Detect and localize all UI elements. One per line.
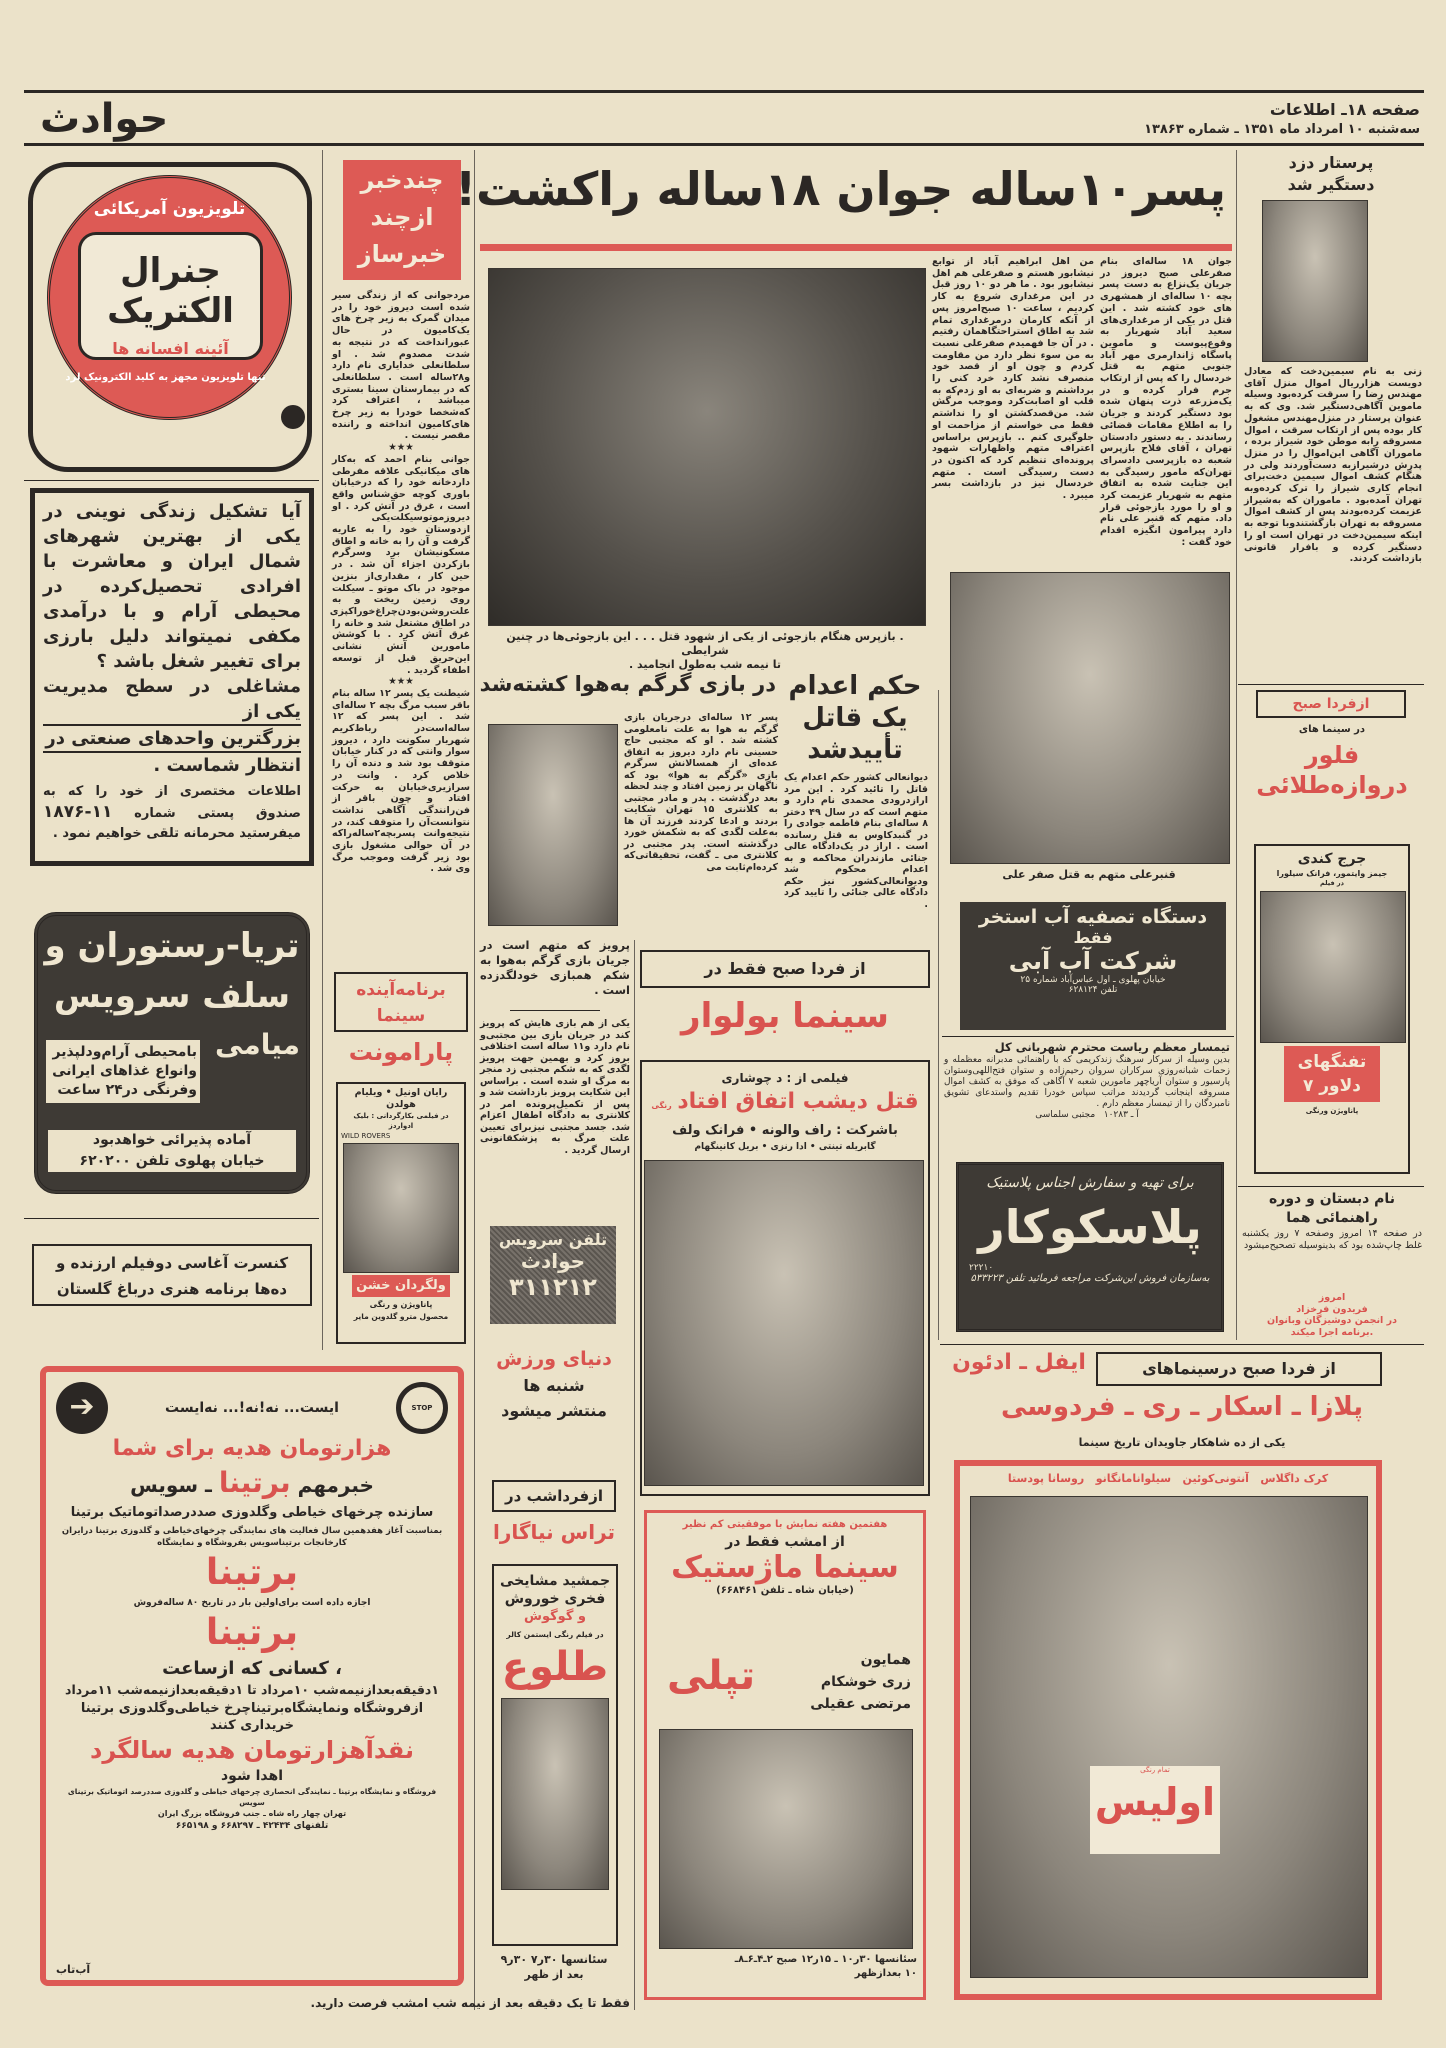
notice-line: در انجمن دوشیزگان وبانوان (1267, 1315, 1397, 1326)
notice-line: برنامه اجرا میکند. (1290, 1326, 1374, 1338)
restaurant-address: خیابان پهلوی تلفن ۶۲۰۲۰۰ (79, 1153, 265, 1169)
job-ad-contact: اطلاعات مختصری از خود را که به صندوق پستی شماره (43, 784, 301, 821)
game-story-title: در بازی گرگم به‌هوا کشته‌شد (479, 672, 776, 696)
victim-photo (488, 724, 618, 926)
bertina-time: ۱دقیقه‌بعدازنیمه‌شب ۱۰مرداد تا ۱دقیقه‌بعدازنیمه‌شب ۱۱مرداد (65, 1682, 439, 1697)
separator-stars: ★★★ (388, 676, 414, 688)
cowboy-illustration (1260, 891, 1406, 1043)
bertina-brand: برتینا (218, 1466, 291, 1499)
film-title: قتل دیشب اتفاق افتاد (677, 1089, 919, 1114)
poster-film-title (1284, 1046, 1380, 1102)
nurse-story-body: زنی به نام سیمین‌دخت که معادل دویست هزارریال اموال منزل آقای مهندس رضا را سرقت کرده‌بود وسیله ماموین آگاهی‌دستگیر شد. وی که به عنوان پرستار در منزل‌مهندس مشغول کار بوده پس از ارتکاب سرقت ، اموال مسروقه رابه موطن خود شیراز برده ، ماموران آگاهی این‌اموال را در منزل پدرش درشیرازبه دست‌آوردند ولی در هنگام کشف اموال سیمین دخت‌برای انجام کاری شیراز را ترک کرده‌وبه تهران آمده‌بود . ماموران که به‌شیراز عزیمت کرده‌بودند پس از کشف اموال مسروقه به تهران بازگشتند‌وبا توجه به اینکه سیمین‌دخت در تهران است او را دستگیر کرده و بافرار قانونی بازداشت کردند. (1244, 366, 1422, 565)
general-electric-ad (28, 162, 312, 472)
water-address: خیابان پهلوی ـ اول عباس‌آباد شماره ۲۵ (1020, 975, 1166, 985)
poster-star: جرج کندی (1297, 851, 1367, 867)
restaurant-line: آماده پذیرائی خواهدبود (92, 1132, 252, 1148)
restaurant-line: وفرنگی در۲۴ ساعت (57, 1082, 197, 1098)
niagara-venue: تراس نیاگارا (492, 1520, 616, 1544)
plaza-tagline: یکی از ده شاهکار جاویدان تاریخ سینما (1078, 1436, 1286, 1449)
nurse-photo (1262, 200, 1368, 362)
bertina-occasion: بمناسبت آغاز هفدهمین سال فعالیت های نمایندگی چرخهای‌خیاطی و گلدوزی برتینا درایران (61, 1526, 443, 1536)
murder-film-ad (640, 1060, 930, 1496)
separator-stars: ★★★ (388, 442, 414, 454)
thanks-signer: مجتبی سلماسی (1035, 1110, 1096, 1120)
seven-dollars-poster (1254, 844, 1410, 1174)
divider (942, 1036, 1234, 1037)
bertina-permission: اجازه داده است برای‌اولین بار در تاریخ ۸۰ ساله‌فروش (133, 1598, 371, 1608)
water-phone: تلفن ۶۲۸۱۲۴ (1068, 985, 1118, 995)
paramount-english-title: WILD ROVERS (341, 1132, 391, 1140)
job-ad-line: بزرگترین واحدهای صنعتی در (43, 726, 301, 753)
sports-line: منتشر میشود (501, 1401, 607, 1420)
column-divider (634, 940, 635, 2010)
film-color-label: رنگی (651, 1101, 672, 1110)
job-ad-contact-end: میفرستید محرمانه تلقی خواهیم نمود . (52, 826, 301, 841)
majestic-film: تپلی (667, 1653, 756, 1699)
boulevard-cinema: سینما بولوار (681, 996, 889, 1036)
job-ad-line: انتظار شماست . (153, 755, 301, 776)
majestic-cast: همایون (860, 1652, 911, 1668)
film-title-line: تفنگهای (1297, 1052, 1367, 1072)
phone-service-number: ۳۱۱۲۱۲ (509, 1273, 597, 1301)
restaurant-line: بامحیطی آرام‌ودلپذیر (52, 1044, 197, 1060)
wild-rovers-ad (336, 1082, 466, 1344)
showtime-line: بعد از ظهر (524, 1968, 584, 1981)
execution-title-line: حکم اعدام (788, 671, 922, 701)
plascokar-phone: ۵۳۳۲۲۳ (970, 1273, 1003, 1284)
game-story-col1: پسر ۱۲ ساله‌ای درجریان بازی گرگم به هوا به علت نامعلومی کشته شد . او که مجتبی حاج حسینی نام دارد دیروز به اتفاق عده‌ای از همسالانش سرگرم بازی «گرگم به هوا» بود که ناگهان بر زمین افتاد و چند لحظه بعد درگذشت . پدر و مادر مجتبی به کلانتری ۱۵ تهران شکایت بردند و ادعا کردند فرزند آن ها به‌علت لگدی که به شکمش خورد درگذشته است. پدر مجتبی در کلانتری می ـ گفت، تحقیقاتی‌که کرده‌ام‌ثابت می (624, 712, 779, 873)
seven-dollars-cinemas (1240, 740, 1424, 800)
water-company: شرکت آب آبی (1008, 947, 1178, 975)
divider (510, 1010, 600, 1011)
plascokar-phone: ۲۲۲۱۰ (969, 1263, 994, 1273)
water-title: دستگاه تصفیه آب استخر (978, 906, 1208, 928)
nurse-title-line: دستگیر شد (1287, 175, 1375, 194)
masthead-top-rule (24, 90, 1424, 93)
plaza-cinemas-top: ایفل ـ ادئون (952, 1350, 1086, 1375)
ge-bottom-line: تنها تلویزیون مجهز به کلید الکترونیک لرد (65, 372, 266, 383)
film-director: فیلمی از : د چوشاری (721, 1071, 849, 1085)
divider (24, 480, 319, 481)
majestic-from: از امشب فقط در (725, 1534, 845, 1550)
caption-line: تا نیمه شب به‌طول انجامید . (629, 658, 781, 671)
sports-line: شنبه ها (523, 1376, 585, 1395)
paramount-stars: رایان اونیل • ویلیام هولدن (354, 1087, 448, 1110)
murder-film-photo (644, 1160, 924, 1486)
short-news-header (343, 160, 461, 280)
upcoming-cinema-box (334, 972, 468, 1032)
column-divider (322, 150, 323, 1350)
ulysses-cast: کرک داگلاس آنتونی‌کوئین سیلوانامانگانو روسانا پودستا (1007, 1472, 1329, 1485)
majestic-run: هفتمین هفته نمایش با موفقیتی کم نظیر (682, 1519, 888, 1530)
stop-sign-label: STOP (411, 1404, 433, 1412)
poster-costars: جیمز وایتمور، فرانک سیلورا (1276, 869, 1388, 878)
concert-line: کنسرت آغاسی دوفیلم ارزنده و (55, 1254, 289, 1272)
divider (940, 1344, 1424, 1345)
ge-slogan: آئینه افسانه ها (112, 339, 229, 358)
majestic-ad (644, 1510, 926, 2000)
bertina-ad (40, 1366, 464, 1986)
restaurant-name: میامی (215, 1028, 300, 1061)
school-note-body: در صفحه ۱۴ امروز وصفحه ۷ روز یکشنبه غلط چاپ‌شده بود که بدینوسیله تصحیح‌میشود (1242, 1228, 1422, 1251)
lead-article-col1: جوان ۱۸ ساله‌ای بنام صفرعلی صبح دیروز در جریان یک‌نزاع به دست پسر بچه ۱۰ ساله‌ای از همشهری های خود کشته شد . این قتل در یکی از مرغداری‌های سعید آباد شهریار به وقوع‌پیوست و ماموین پاسگاه ژاندارمری مهر آباد جنوبی متهم به قتل خردسال را که پس از ارتکاب جرم فرار کرده و در یک‌مزرعه ذرت پنهان شده بود دستگیر کردند و جریان را به اطلاع مقامات قضائی رساندند . به دستور دادستان تهران ، آقای فلاح بازپرس شعبه ده بازپرسی دادسرای تهران‌که مامور رسیدگی به این جنایت شده به اتفاق متهم به شهریار عزیمت کرد و او را مورد بازجوئی قرار داد. متهم که قنبر علی نام دارد پیرامون انگیزه اقدام خود گفت : (1100, 256, 1233, 548)
thanks-title: تیمسار معظم ریاست محترم شهربانی کل (994, 1040, 1230, 1054)
sports-notice (484, 1348, 624, 1420)
plascokar-ad (956, 1162, 1224, 1332)
job-ad-intro: آیا تشکیل زندگی نوینی در یکی از بهترین شهرهای شمال ایران و معاشرت با افرادی تحصیل‌کرده در محیطی آرام و با درآمدی مکفی نمیتواند دلیل بارزی برای تغییر شغل باشد ؟ (43, 501, 301, 672)
section-title: حوادث (40, 96, 169, 142)
cinema-name: فلور (1304, 741, 1360, 769)
cinema-name: دروازه‌طلائی (1256, 771, 1408, 799)
masthead-bottom-rule (24, 143, 1424, 146)
short-news-item: مردجوانی که از زندگی سیر شده است دیروز خود را در میدان گمرک به زیر چرخ های یک‌کامیون در حال عبورانداخت که در نتیجه به شدت مصدوم شد . او سلطانعلی خدایاری نام دارد و۲۸ساله است . سلطانعلی که در بیمارستان سینا بستری میباشد ، اعتراف کرد که‌شخصا خودرا به زیر چرخ های‌کامیون انداخته و راننده مقصر نیست . (332, 290, 470, 442)
wild-rovers-photo (343, 1143, 459, 1273)
phone-service-label: تلفن سرویس (498, 1230, 608, 1249)
ulysses-ad (954, 1460, 1382, 2000)
majestic-showtimes: ۱۰ بعدازظهر (854, 1968, 917, 1979)
headline-red-rule (480, 244, 1232, 251)
short-news-item: شیطنت یک پسر ۱۲ ساله بنام باقر سبب مرگ بچه ۲ ساله‌ای شد . این پسر که ۱۲ ساله‌است‌در رباط‌کریم شهریار سکونت دارد ، دیروز سوار وانتی که در کنار خیابان متوقف بود شد و دنده آن را خلاص کرد . وانت در سرازیری‌خیابان به حرکت افتاد و چون باقر از فن‌رانندگی آگاهی نداشت نتوانست‌آن را متوقف کند، در نتیجه‌وانت پسربچه۲ساله‌راکه در آن حوالی مشغول بازی بود زیر گرفت وموجب مرگ وی شد . (332, 687, 470, 875)
plascokar-bottom: به‌سازمان فروش این‌شرکت مراجعه فرمائید تلفن (1005, 1273, 1210, 1284)
ulysses-illustration (970, 1496, 1368, 1978)
majestic-photo (659, 1729, 913, 1949)
paramount-cinema: پارامونت (348, 1038, 454, 1066)
ge-top-line: تلویزیون آمریکائی (93, 199, 246, 219)
date-line: سه‌شنبه ۱۰ امرداد ماه ۱۳۵۱ ـ شماره ۱۳۸۶۳ (1144, 122, 1420, 137)
agency-mark: آب‌تاب (56, 1963, 91, 1976)
niagara-showtimes (484, 1952, 624, 1982)
concert-line: ده‌ها برنامه هنری درباغ گلستان (56, 1280, 288, 1298)
paramount-director: در فیلمی بکارگردانی : بلیک ادواردز (353, 1112, 449, 1130)
caption-line: . بازپرس هنگام بازجوئی از یکی از شهود قتل . . . این بازجوئی‌ها در چنین شرایطی (506, 630, 904, 657)
short-news-header-line: خبرساز (357, 240, 447, 268)
divider (1238, 684, 1424, 685)
game-story-col2: یکی از هم بازی هایش که پرویز کند در جریان بازی بین مجتبی‌و نام دارد و۱۱ ساله است اختلافی بروز کرد و بهمین جهت پرویز لگدی که به شکم مجتبی زد منجر به مرگ او شده است . براساس این شکایت پرویز باز‌داشت شد و پس از تکمیل‌پرونده امر در کلانتری به دادگاه اطفال اعزام شد. جسد مجتبی نیزبرای تعیین علت مرگ به پزشکقانونی ارسال گردید . (480, 1018, 631, 1156)
ulysses-title-box (1090, 1766, 1220, 1854)
paramount-format: پاناویژن و رنگی (369, 1300, 433, 1309)
niagara-star: جمشید مشایخی (499, 1573, 611, 1589)
lead-article-col2: من اهل ابراهیم آباد از توابع نیشابور هستم و صفرعلی هم اهل نیشابور بود . ما هر دو ۱۰ روز قبل در این مرغداری شروع به کار کردیم ، ساعت ۱۰ صبح‌امروز پس از آنکه کارمان درمرغداری تمام شد به اطاق استراحتگاهمان رفتیم . در آن جا فهمیدم صفرعلی نسبت به من سوء نظر دارد من مقاومت کردم و چون او از قصد خود منصرف نشد کارد خرد کنی را برداشتم و ضربه‌ای به او زدم‌که به قلب او اصابت‌کرد وموجب مرگش شد. من‌قصدکشتن او را نداشتم فقط می خواستم از مزاحمت او جلوگیری کنم .. بازپرس براساس اعتراف متهم واظهارات شهود پرونده‌ای تنظیم کرد که اکنون در دست رسیدگی است . متهم خردسال نیز در بازداشت بسر میبرد . (932, 256, 1094, 502)
upcoming-label: برنامه‌آینده (356, 980, 446, 1000)
short-news-list (329, 290, 470, 875)
game-photo-caption: پرویز که متهم است در جریان بازی گرگم به‌هوا به شکم همبازی خودلگدزده است . (480, 938, 630, 997)
showtime-line: سئانسها ۳۰ر۷ ۳۰ر۹ (500, 1953, 608, 1966)
divider (24, 1218, 319, 1219)
column-divider (938, 690, 939, 1340)
lead-photo-caption (484, 630, 926, 672)
restaurant-subtitle: سلف سرویس (53, 976, 291, 1016)
paramount-film-title: ولگردان خشن (352, 1275, 450, 1297)
niagara-film: طلوع (501, 1644, 609, 1690)
po-box-number: ۱۱-۱۸۷۶ (43, 802, 113, 822)
niagara-star: فخری خوروش (504, 1591, 606, 1607)
niagara-star: و گوگوش (524, 1609, 586, 1624)
bertina-origin: ـ سویس (130, 1473, 212, 1497)
job-ad (30, 488, 314, 866)
toloo-photo (501, 1698, 609, 1890)
paramount-studio: محصول مترو گلدوین مایر (353, 1312, 449, 1321)
bertina-stop-text: ایست... نه!نه!... نه‌ایست (165, 1400, 339, 1416)
film-title-line: ۷ دلاور (1302, 1076, 1362, 1096)
school-note-title: نام دبستان و دوره راهنمائی هما (1269, 1191, 1395, 1226)
lead-headline: پسر۱۰ساله جوان ۱۸ساله راکشت! (455, 162, 1226, 216)
notice-line: امروز (1318, 1292, 1346, 1303)
film-cast: گابریله تینتی • ادا رنزی • بریل کانینگهام (694, 1142, 876, 1152)
arrow-sign-icon: ➔ (56, 1382, 108, 1434)
bertina-factories: کارخانجات برتیناسویس بفروشگاه و نمایشگاه (157, 1538, 347, 1548)
ulysses-color-label: تمام رنگی (1140, 1766, 1170, 1774)
job-ad-line: مشاغلی در سطح مدیریت یکی از (43, 674, 301, 726)
page-line: صفحه ۱۸ـ اطلاعات (1269, 100, 1420, 119)
interrogation-photo (488, 268, 926, 626)
execution-title-line: یک قاتل (802, 703, 908, 733)
phone-service-section: حوادث (520, 1249, 586, 1273)
plaza-box: از فردا صبح درسینماهای (1096, 1352, 1382, 1386)
restaurant-title: تریا-رستوران و (44, 926, 300, 966)
suspect-caption: قنبرعلی متهم به قتل صفر علی (1002, 868, 1176, 881)
bertina-maker: سازنده چرخهای خیاطی وگلدوزی صددرصداتوماتیک برتینا (70, 1505, 434, 1520)
niagara-box: ازفرداشب در (492, 1480, 616, 1512)
column-divider (474, 150, 475, 2010)
upcoming-label: سینما (376, 1006, 426, 1026)
deadline-note: فقط تا یک دقیقه بعد از نیمه شب امشب فرصت دارید. (310, 1996, 630, 2010)
stop-sign-icon (396, 1382, 448, 1434)
short-news-header-line: ازچند (370, 203, 434, 231)
divider (1238, 1186, 1424, 1187)
suspect-photo (950, 572, 1230, 864)
film-cast: باشرکت : راف والونه • فرانک ولف (672, 1123, 898, 1138)
bertina-phones: تلفنهای ۴۲۴۳۴ ـ ۶۶۸۲۹۷ و ۶۶۵۱۹۸ (175, 1821, 329, 1831)
restaurant-line: وانواع غذاهای ایرانی (52, 1063, 197, 1079)
sports-title: دنیای ورزش (496, 1348, 612, 1370)
seven-dollars-box: ازفردا صبح (1256, 690, 1406, 718)
toloo-ad (492, 1564, 618, 1946)
plascokar-top: برای تهیه و سفارش اجناس پلاستیک (986, 1175, 1194, 1191)
short-news-header-line: چندخبر (360, 166, 444, 194)
thanks-body: بدین وسیله از سرکار سرهنگ زندکریمی که با راهنمائی مدبرانه معظمله و زحمات شبانه‌روزی سرکاران سروان رحیم‌زاده و ستوان فتح‌اللهی‌وستوان پارسیور و ستوان آریاچهر مامورین شعبه ۷ آگاهی که موفق به کشف اموال مسروقه اینجانب گردیدند مراتب سپاس خودرا تقدیم واستدعای تشویق نامبردگان را از تیمسار معظم دارم . (944, 1055, 1230, 1109)
restaurant-ad (34, 912, 310, 1194)
water-only: فقط (1073, 928, 1113, 947)
thanks-notice (944, 1040, 1230, 1121)
majestic-cinema: سینما ماژستیک (671, 1550, 899, 1585)
nurse-story-title (1242, 152, 1420, 196)
bertina-logo: برتینا (205, 1552, 299, 1593)
bertina-cash-gift: نقدآهزارتومان هدیه سالگرد (90, 1736, 415, 1764)
execution-story-body: دیوانعالی کشور حکم اعدام یک قاتل را تائید کرد . این مرد ارازدرودی محمدی نام دارد و متهم است که در سال ۴۹ دختر ۸ ساله‌ای بنام فاطمه جوادی را در گنبدکاوس به قتل رسانده است . اراز در یک‌دادگاه عالی جنائی مازندران محاکمه و به اعدام محکوم شد ودیوانعالی‌کشور نیز حکم دادگاه عالی جنائی را تایید کرد . (784, 772, 928, 910)
bertina-news-label: خبرمهم (297, 1473, 374, 1497)
bertina-grant: اهدا شود (221, 1768, 283, 1784)
notice-line: فریدون فرخزاد (1296, 1303, 1368, 1315)
poster-format: پاناویژن ورنگی (1305, 1107, 1359, 1115)
majestic-cast: زری خوشکام (820, 1674, 911, 1690)
majestic-address: (خیابان شاه ـ تلفن ۶۶۸۴۶۱) (716, 1585, 854, 1596)
seven-dollars-pre: در سینما های (1298, 724, 1366, 735)
bertina-where: ازفروشگاه ونمایشگاه‌برتیناچرخ خیاطی‌وگلدوزی برتینا خریداری کنند (80, 1701, 424, 1733)
concert-ad (32, 1244, 312, 1306)
farrokhzad-notice (1242, 1292, 1422, 1338)
plascokar-brand: پلاسکوکار (978, 1200, 1202, 1254)
nurse-title-line: پرستار دزد (1288, 153, 1374, 172)
bertina-who: ، کسانی که ازساعت (162, 1658, 342, 1679)
majestic-showtimes: سئانسها ۳۰ر۱۰ ـ ۱۵ر۱۲ صبح ۲ـ۴ـ۶ـ۸ـ (734, 1954, 917, 1965)
bertina-footer: فروشگاه و نمایشگاه برتینا ـ نمایندگی انحصاری چرخهای خیاطی و گلدوزی صددرصد اتوماتیک برتینای سویس (67, 1787, 437, 1807)
bertina-logo: برتینا (205, 1612, 299, 1653)
execution-title-line: تأییدشد (807, 735, 903, 765)
bertina-gift: هزارتومان هدیه برای شما (112, 1436, 392, 1461)
niagara-format: در فیلم رنگی ایستمن کالر (506, 1630, 604, 1639)
boulevard-box: از فردا صبح فقط در (640, 950, 930, 988)
thanks-ref: آ ـ ۱۰۲۸۳ (1103, 1110, 1139, 1120)
ge-brand: جنرال الکتریک (107, 251, 234, 331)
phone-service-box (490, 1226, 616, 1324)
school-correction (1242, 1190, 1422, 1252)
short-news-item: جوانی بنام احمد که به‌کار های میکانیکی علاقه مفرطی دارد‌خانه خود را که درخیابان باوری کوچه حق‌شناس واقع است ، غرق در آتش کرد . او دیروزموتوسیکلت‌یکی ازدوستان خود را به عاریه گرفت و آن را به خانه و اطاق مسکونیشان برد وسرگرم بازکردن اجزاء آن شد . در حین کار ، مقداری‌از بنزین موجود در باک موتو ـ سیکلت روی زمین ریخت و به علت‌روشن‌بودن‌چراغ‌خوراکپزی در اطاق مشتعل شد و خانه را غرق آتش کرد . با کوشش مامورین آتش نشانی این‌حریق قبل از توسعه اطفاء گردید . (329, 453, 470, 676)
majestic-cast: مرتضی عقیلی (810, 1696, 911, 1712)
tv-knob-icon (281, 405, 305, 429)
execution-story-title (782, 670, 928, 766)
column-divider (1236, 150, 1237, 1340)
ulysses-title: اولیس (1094, 1780, 1216, 1824)
plaza-cinemas: پلازا ـ اسکار ـ ری ـ فردوسی (1000, 1392, 1364, 1422)
water-filter-ad (960, 902, 1226, 1030)
poster-in-film: در فیلم (1319, 879, 1344, 887)
bertina-footer: تهران چهار راه شاه ـ جنب فروشگاه بزرگ ایران (157, 1809, 347, 1818)
